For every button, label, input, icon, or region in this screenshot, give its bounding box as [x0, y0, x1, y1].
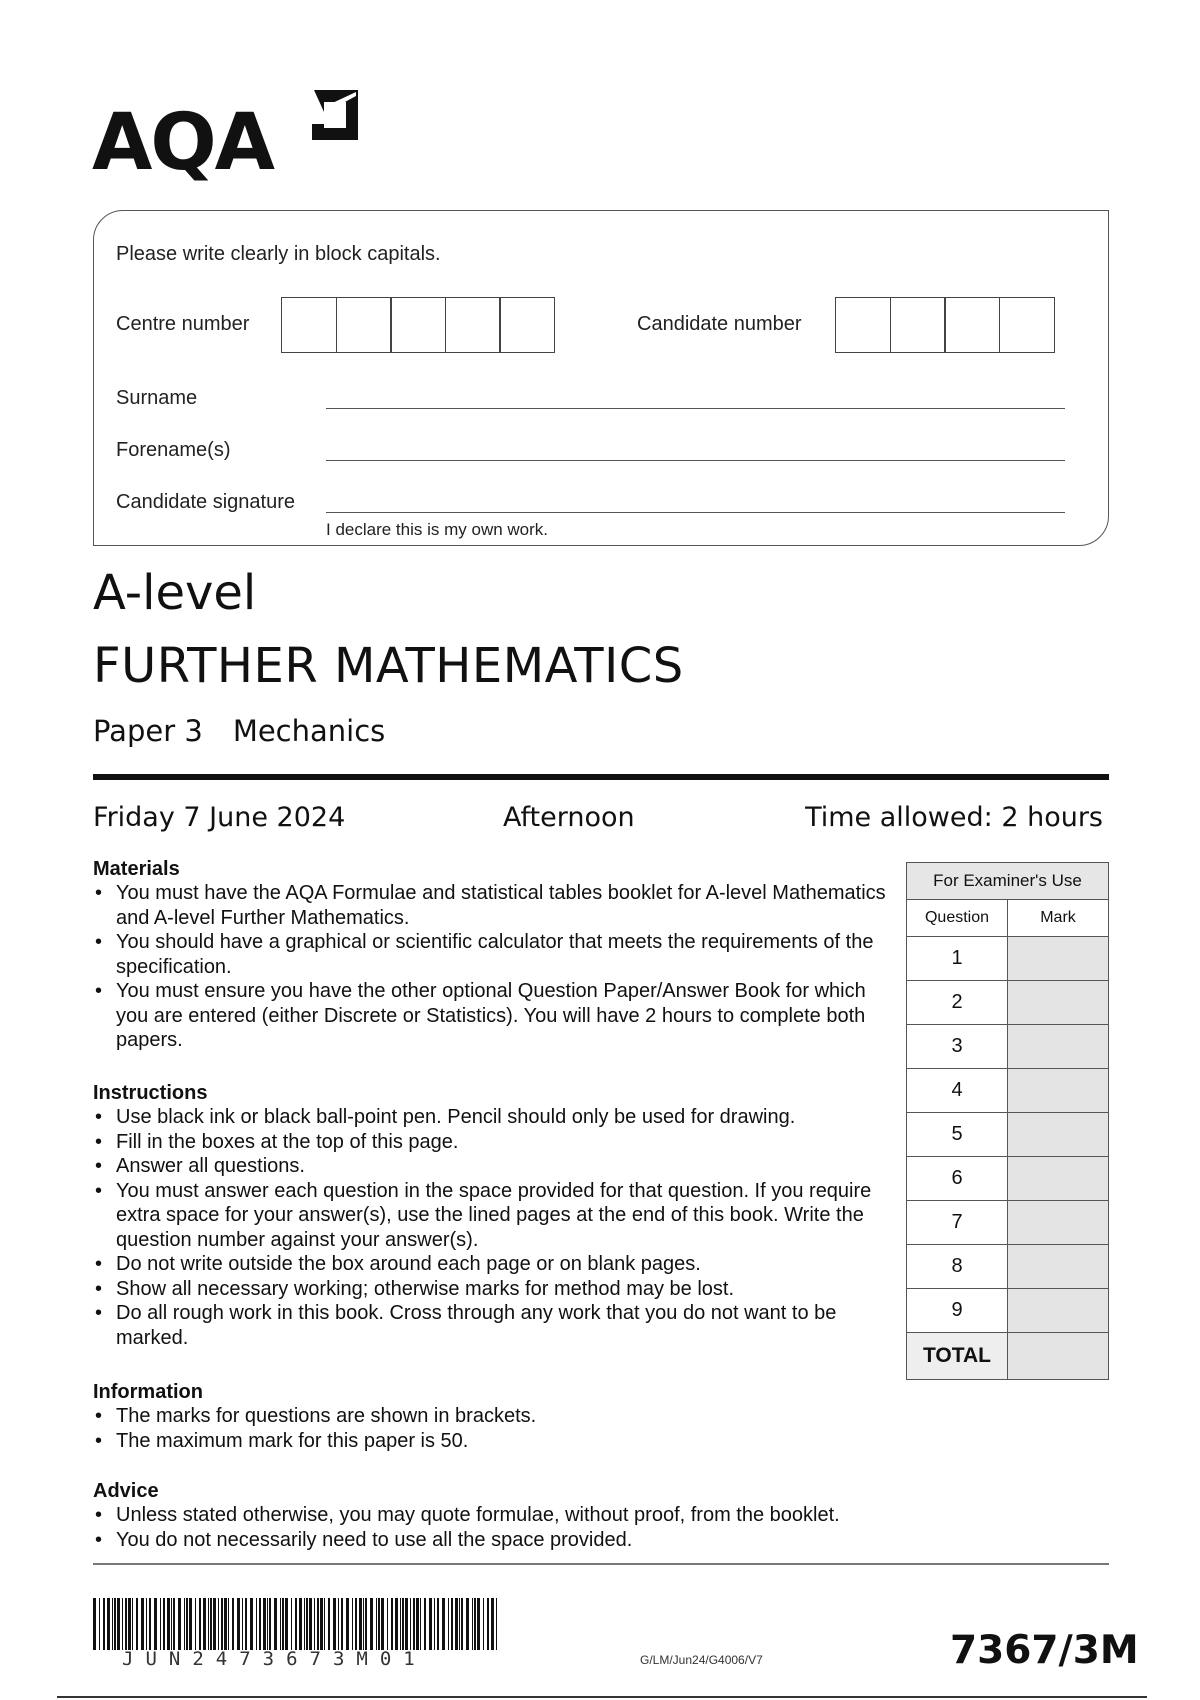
exam-session: Afternoon [503, 802, 635, 833]
candidate-digit-box[interactable] [944, 297, 1000, 353]
centre-number-boxes [281, 297, 554, 353]
aqa-logo-mark-icon [310, 88, 360, 142]
mark-cell [1008, 1025, 1109, 1069]
time-allowed: Time allowed: 2 hours [805, 802, 1103, 833]
list-item: • Unless stated otherwise, you may quote formulae, without proof, from the booklet. [93, 1503, 1043, 1528]
list-item: • You must have the AQA Formulae and statistical tables booklet for A-level Mathematics and A-level Further Mathematics. [93, 881, 893, 930]
mark-cell [1008, 1245, 1109, 1289]
surname-label: Surname [116, 387, 198, 409]
list-item: • Do all rough work in this book. Cross through any work that you do not want to be marked. [93, 1301, 893, 1350]
paper-component: Mechanics [232, 714, 386, 748]
subject-title: FURTHER MATHEMATICS [93, 638, 684, 694]
list-item: • You do not necessarily need to use all the space provided. [93, 1528, 1043, 1553]
signature-field[interactable] [326, 512, 1065, 513]
examiner-table-title: For Examiner's Use [907, 863, 1109, 900]
list-item: • You should have a graphical or scientific calculator that meets the requirements of the specification. [93, 930, 893, 979]
materials-heading: Materials [93, 858, 180, 880]
examiner-use-table [906, 862, 1109, 1380]
list-item: • Fill in the boxes at the top of this page. [93, 1130, 893, 1155]
list-item: • You must answer each question in the space provided for that question. If you require extra space for your answer(s), use the lined pages at the end of this book. Write the question number against your answer(s). [93, 1179, 893, 1253]
forename-label: Forename(s) [116, 439, 231, 461]
question-number: 2 [907, 981, 1008, 1025]
question-number: 7 [907, 1201, 1008, 1245]
centre-number-label: Centre number [116, 313, 250, 335]
instructions-heading: Instructions [93, 1082, 208, 1104]
footer-divider [93, 1563, 1109, 1565]
instructions-section [93, 1082, 893, 1350]
question-column-header: Question [907, 900, 1008, 937]
list-item: • Show all necessary working; otherwise marks for method may be lost. [93, 1277, 893, 1302]
document-reference: G/LM/Jun24/G4006/V7 [640, 1653, 763, 1667]
block-capitals-instruction: Please write clearly in block capitals. [116, 243, 441, 265]
page-bottom-rule [57, 1696, 1147, 1698]
surname-field[interactable] [326, 408, 1065, 409]
question-number: 1 [907, 937, 1008, 981]
total-label: TOTAL [907, 1333, 1008, 1380]
paper-line [93, 714, 385, 748]
list-item: • The marks for questions are shown in brackets. [93, 1404, 893, 1429]
signature-label: Candidate signature [116, 491, 296, 513]
candidate-number-label: Candidate number [637, 313, 802, 335]
mark-cell [1008, 981, 1109, 1025]
total-mark-cell [1008, 1333, 1109, 1380]
list-item: • You must ensure you have the other optional Question Paper/Answer Book for which you are entered (either Discrete or Statistics). You will have 2 hours to complete both papers. [93, 979, 893, 1053]
candidate-digit-box[interactable] [835, 297, 891, 353]
barcode-text: JUN2473673M01 [122, 1648, 427, 1670]
exam-date: Friday 7 June 2024 [93, 802, 346, 833]
centre-digit-box[interactable] [499, 297, 555, 353]
mark-cell [1008, 1113, 1109, 1157]
question-number: 8 [907, 1245, 1008, 1289]
candidate-details-box [93, 210, 1109, 546]
information-heading: Information [93, 1381, 203, 1403]
centre-digit-box[interactable] [281, 297, 337, 353]
title-divider [93, 774, 1109, 780]
question-number: 9 [907, 1289, 1008, 1333]
mark-cell [1008, 1289, 1109, 1333]
list-item: • Answer all questions. [93, 1154, 893, 1179]
centre-digit-box[interactable] [336, 297, 392, 353]
barcode-icon [93, 1598, 503, 1650]
question-number: 4 [907, 1069, 1008, 1113]
information-section [93, 1381, 893, 1453]
list-item: • Use black ink or black ball-point pen. Pencil should only be used for drawing. [93, 1105, 893, 1130]
centre-digit-box[interactable] [390, 297, 446, 353]
forename-field[interactable] [326, 460, 1065, 461]
mark-column-header: Mark [1008, 900, 1109, 937]
candidate-digit-box[interactable] [890, 297, 946, 353]
aqa-logo [92, 86, 362, 186]
qualification-level: A-level [93, 565, 257, 621]
list-item: • Do not write outside the box around each page or on blank pages. [93, 1252, 893, 1277]
advice-heading: Advice [93, 1480, 159, 1502]
mark-cell [1008, 937, 1109, 981]
advice-section [93, 1480, 1043, 1552]
question-number: 3 [907, 1025, 1008, 1069]
mark-cell [1008, 1201, 1109, 1245]
centre-digit-box[interactable] [445, 297, 501, 353]
declaration-text: I declare this is my own work. [326, 520, 549, 539]
logo-text: AQA [92, 98, 274, 188]
mark-cell [1008, 1069, 1109, 1113]
candidate-number-boxes [835, 297, 1053, 353]
paper-code: 7367/3M [950, 1628, 1139, 1673]
question-number: 6 [907, 1157, 1008, 1201]
paper-number: Paper 3 [93, 714, 203, 748]
question-number: 5 [907, 1113, 1008, 1157]
materials-section [93, 858, 893, 1053]
list-item: • The maximum mark for this paper is 50. [93, 1429, 893, 1454]
candidate-digit-box[interactable] [999, 297, 1055, 353]
mark-cell [1008, 1157, 1109, 1201]
